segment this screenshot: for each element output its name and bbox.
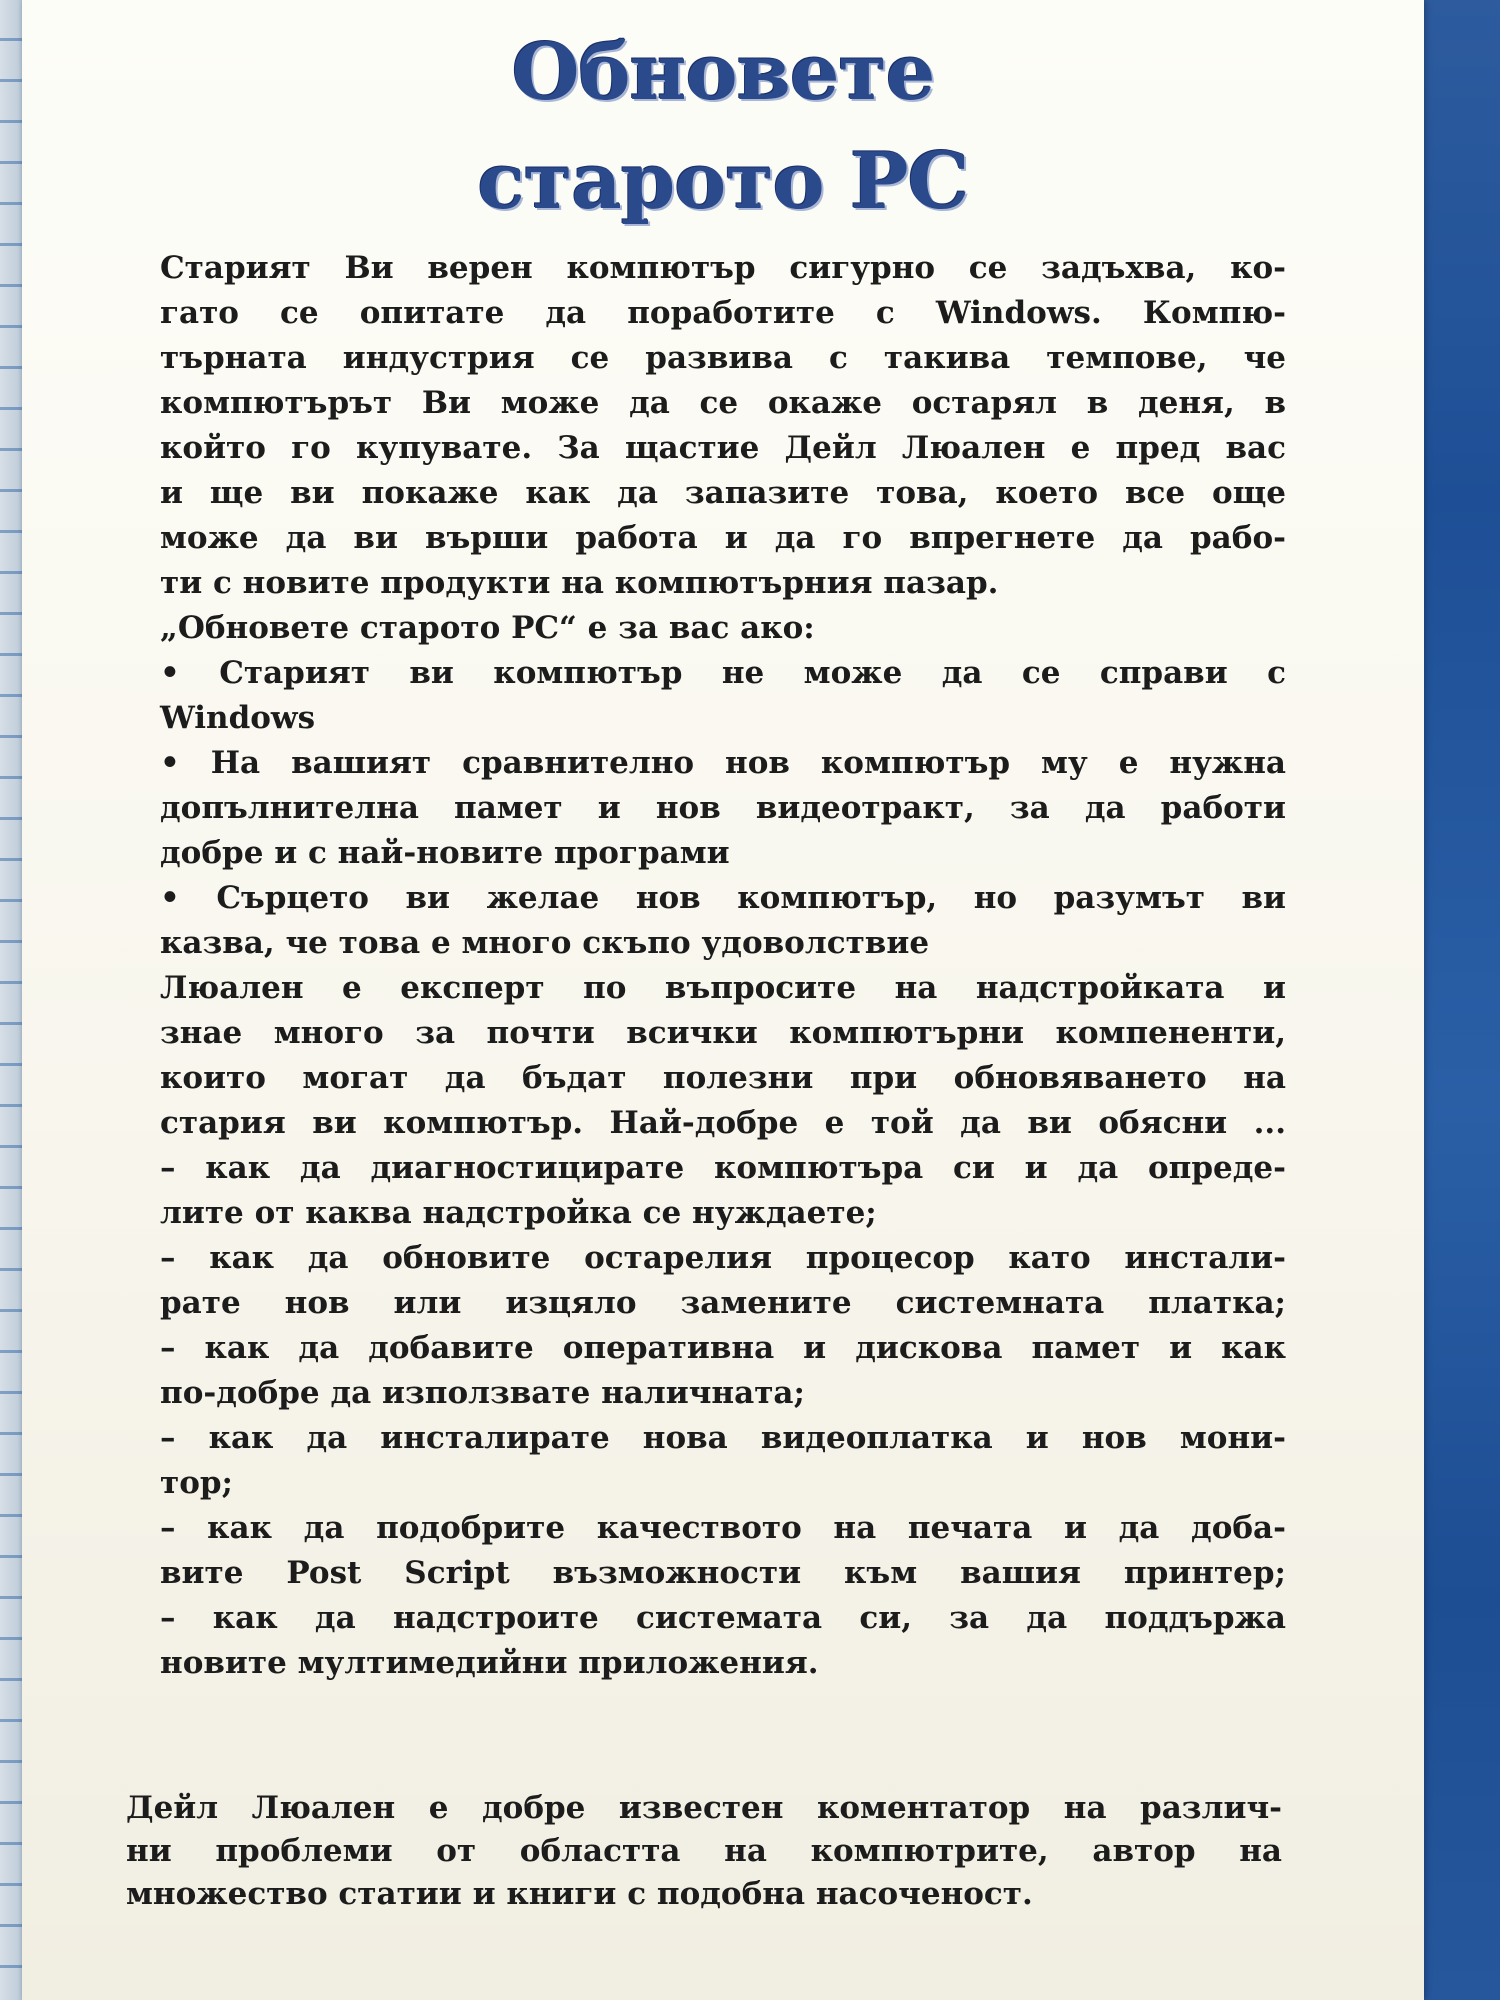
blue-cover-edge [1418,0,1500,2000]
text-line: „Обновете старото PC“ е за вас ако: [160,610,815,646]
text-line: и ще ви покаже как да запазите това, което все още [160,475,1286,511]
bio-line: множество статии и книги с подобна насоченост. [126,1876,1033,1912]
bullet-line: • Сърцето ви желае нов компютър, но разумът ви [160,880,1286,916]
back-cover-page [22,0,1424,2000]
dash-item-line: – как да обновите остарелия процесор като инстали- [160,1240,1286,1276]
title-line-2: старото PC [477,136,969,227]
text-line: Старият Ви верен компютър сигурно се задъхва, ко- [160,250,1286,286]
text-line: търната индустрия се развива с такива темпове, че [160,340,1286,376]
bullet-line: • Старият ви компютър не може да се справи с [160,655,1286,691]
text-line: лите от каква надстройка се нуждаете; [160,1195,877,1231]
text-line: вите Post Script възможности към вашия принтер; [160,1555,1286,1591]
text-line: знае много за почти всички компютърни компененти, [160,1015,1286,1051]
dash-item-line: – как да надстроите системата си, за да поддържа [160,1600,1286,1636]
text-line: компютърът Ви може да се окаже остарял в деня, в [160,385,1286,421]
text-line: може да ви върши работа и да го впрегнете да рабо- [160,520,1286,556]
text-line: Люален е експерт по въпросите на надстройката и [160,970,1286,1006]
text-line: рате нов или изцяло замените системната платка; [160,1285,1286,1321]
text-line: които могат да бъдат полезни при обновяването на [160,1060,1286,1096]
title-line-1: Обновете [511,27,935,118]
dash-item-line: – как да добавите оперативна и дискова памет и как [160,1330,1286,1366]
dash-item-line: – как да диагностицирате компютъра си и да опреде- [160,1150,1286,1186]
text-line: стария ви компютър. Най-добре е той да ви обясни ... [160,1105,1286,1141]
text-line: ти с новите продукти на компютърния пазар. [160,565,999,601]
dash-item-line: – как да подобрите качеството на печата и да доба- [160,1510,1286,1546]
author-bio [126,1787,1282,1916]
text-line: казва, че това е много скъпо удоволствие [160,925,930,961]
text-line: допълнителна памет и нов видеотракт, за да работи [160,790,1286,826]
bullet-line: • На вашият сравнително нов компютър му е нужна [160,745,1286,781]
bio-line: Дейл Люален е добре известен коментатор на различ- [126,1790,1282,1826]
text-line: тор; [160,1465,234,1501]
bio-line: ни проблеми от областта на компютрите, автор на [126,1833,1282,1869]
text-line: гато се опитате да поработите с Windows. Компю- [160,295,1286,331]
text-line: новите мултимедийни приложения. [160,1645,819,1681]
text-line: който го купувате. За щастие Дейл Люален е пред вас [160,430,1286,466]
text-line: добре и с най-новите програми [160,835,730,871]
text-line: по-добре да използвате наличната; [160,1375,805,1411]
text-line: Windows [160,700,316,736]
description-text [160,246,1286,1686]
dash-item-line: – как да инсталирате нова видеоплатка и нов мони- [160,1420,1286,1456]
